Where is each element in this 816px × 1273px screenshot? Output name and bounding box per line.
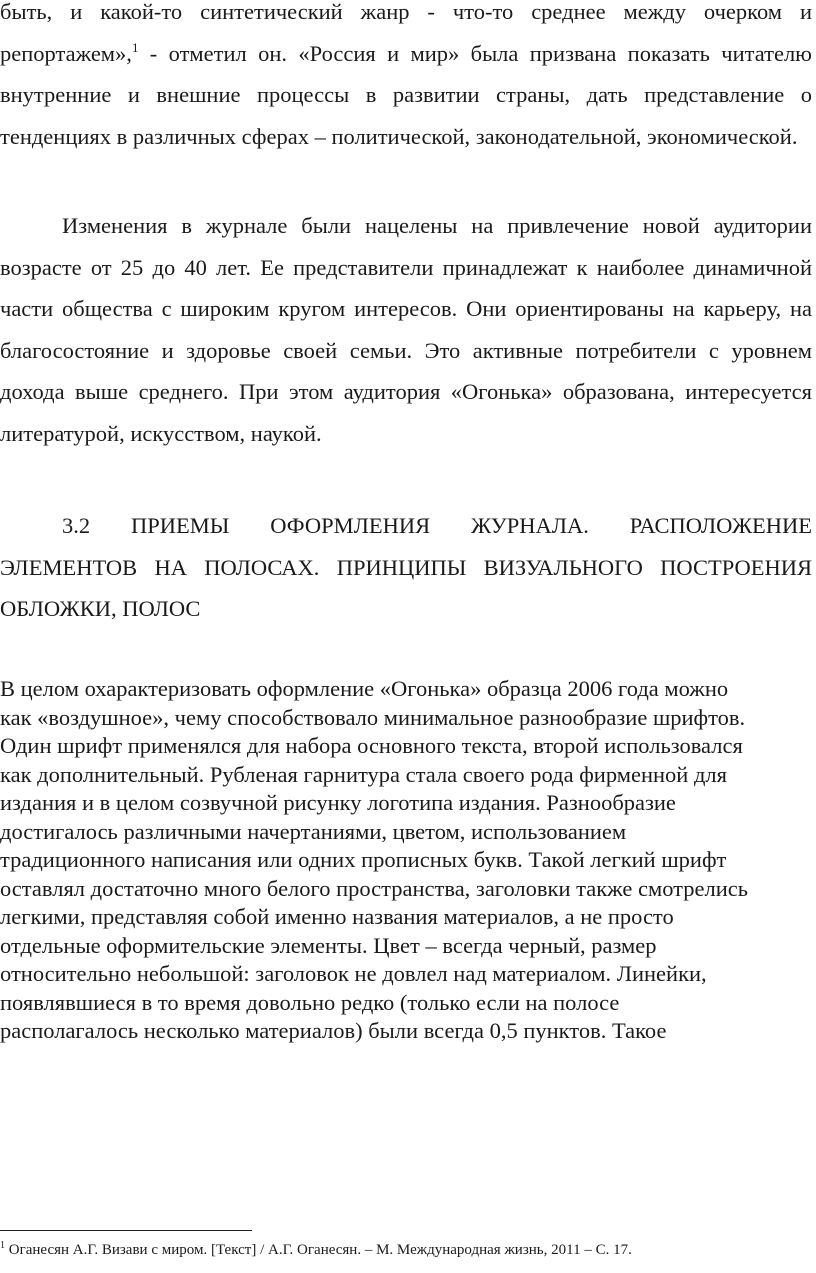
text-line: достигалось различными начертаниями, цветом, использованием <box>0 818 627 844</box>
footnote-reference[interactable]: 1 <box>131 39 139 55</box>
paragraph-text: быть, и какой-то синтетический жанр - что-то среднее между очерком и репортажем», <box>0 0 812 66</box>
text-line: В целом охарактеризовать оформление «Огонька» образца 2006 года можно <box>0 676 729 701</box>
paragraph-text: - отметил он. «Россия и мир» была призвана показать читателю внутренние и внешние процессы в развитии страны, дать представление о тенденциях в различных сферах – политической, законодательной, экономической. <box>0 40 812 149</box>
paragraph-continuation <box>0 0 812 157</box>
text-line: относительно небольшой: заголовок не довлел над материалом. Линейки, <box>0 961 707 986</box>
text-line: легкими, представляя собой именно названия материалов, а не просто <box>0 904 674 929</box>
paragraph-audience: Изменения в журнале были нацелены на привлечение новой аудитории возрасте от 25 до 40 лет. Ее представители принадлежат к наиболее динамичной части общества с широким кругом интересов. Они ориентированы на карьеру, на благосостояние и здоровье своей семьи. Это активные потребители с уровнем дохода выше среднего. При этом аудитория «Огонька» образована, интересуется литературой, искусством, наукой. <box>0 213 812 446</box>
footnote-separator <box>0 1230 252 1231</box>
text-line: появлявшиеся в то время довольно редко (только если на полосе <box>0 989 620 1015</box>
text-line: отдельные оформительские элементы. Цвет – всегда черный, размер <box>0 932 657 958</box>
text-line: как «воздушное», чему способствовало минимальное разнообразие шрифтов. <box>0 704 746 730</box>
text-line: располагалось несколько материалов) были всегда 0,5 пунктов. Такое <box>0 1018 667 1043</box>
text-line: издания и в целом созвучной рисунку логотипа издания. Разнообразие <box>0 790 676 815</box>
text-line: Один шрифт применялся для набора основного текста, второй использовался <box>0 733 743 758</box>
section-heading: 3.2 ПРИЕМЫ ОФОРМЛЕНИЯ ЖУРНАЛА. РАСПОЛОЖЕНИЕ ЭЛЕМЕНТОВ НА ПОЛОСАХ. ПРИНЦИПЫ ВИЗУАЛЬНОГО ПОСТРОЕНИЯ ОБЛОЖКИ, ПОЛОС <box>0 513 812 621</box>
text-line: как дополнительный. Рубленая гарнитура стала своего рода фирменной для <box>0 761 727 787</box>
body-text-block <box>0 675 812 1046</box>
footnote-mark: 1 <box>0 1240 5 1251</box>
footnote <box>0 1240 812 1260</box>
text-line: оставлял достаточно много белого пространства, заголовки также смотрелись <box>0 875 749 901</box>
text-line: традиционного написания или одних прописных букв. Такой легкий шрифт <box>0 847 727 872</box>
footnote-text: Оганесян А.Г. Визави с миром. [Текст] / А.Г. Оганесян. – М. Международная жизнь, 2011 – С. 17. <box>5 1242 632 1258</box>
